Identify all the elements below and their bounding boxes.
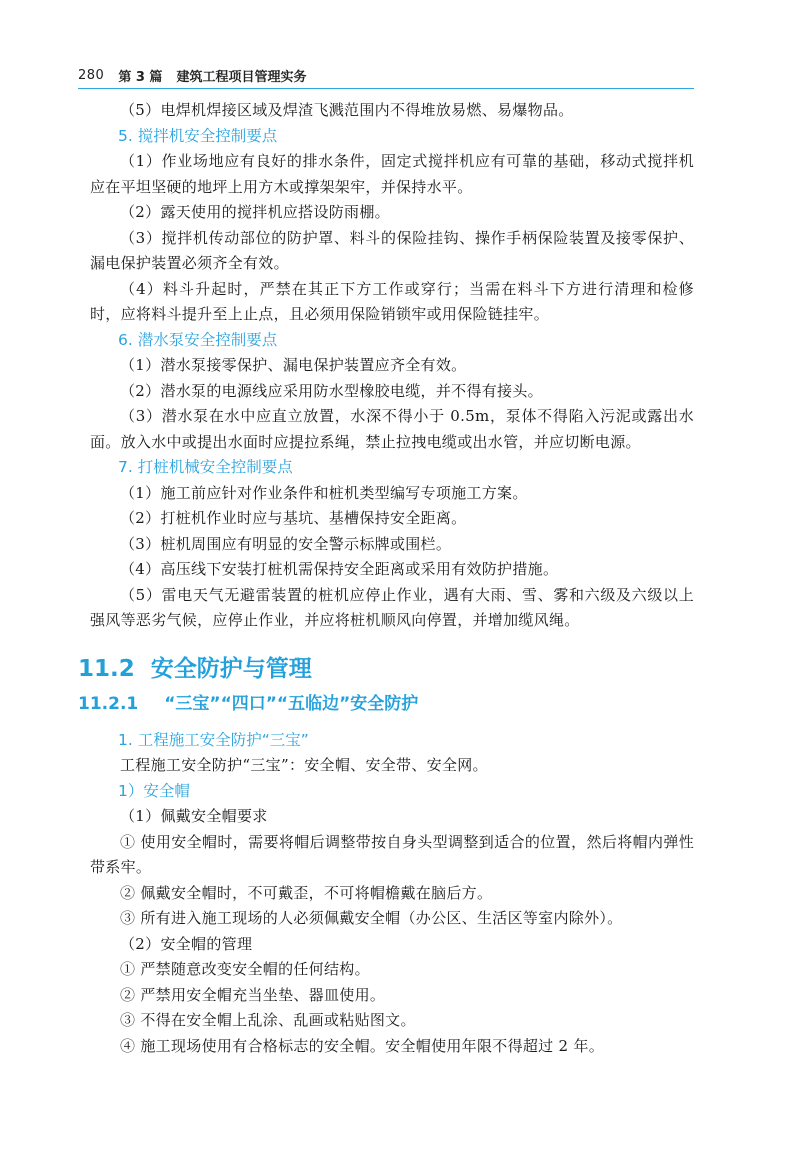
paragraph: 工程施工安全防护“三宝”：安全帽、安全带、安全网。 xyxy=(120,756,488,774)
paragraph: （4）高压线下安装打桩机需保持安全距离或采用有效防护措施。 xyxy=(120,560,559,578)
section-title: 安全防护与管理 xyxy=(150,655,312,682)
paragraph: ① 使用安全帽时，需要将帽后调整带按自身头型调整到适合的位置，然后将帽内弹性带系牢。 xyxy=(90,832,694,876)
paragraph: （2）露天使用的搅拌机应搭设防雨棚。 xyxy=(120,203,390,221)
paragraph: （3）潜水泵在水中应直立放置，水深不得小于 0.5m，泵体不得陷入污泥或露出水面。放入水中或提出水面时应提拉系绳，禁止拉拽电缆或出水管，并应切断电源。 xyxy=(90,407,694,451)
item-heading: 1）安全帽 xyxy=(118,781,190,800)
paragraph: ④ 施工现场使用有合格标志的安全帽。安全帽使用年限不得超过 2 年。 xyxy=(120,1036,605,1055)
paragraph: （3）搅拌机传动部位的防护罩、料斗的保险挂钩、操作手柄保险装置及接零保护、漏电保护装置必须齐全有效。 xyxy=(90,228,694,272)
paragraph: ② 佩戴安全帽时，不可戴歪，不可将帽檐戴在脑后方。 xyxy=(120,883,493,902)
paragraph: ③ 不得在安全帽上乱涂、乱画或粘贴图文。 xyxy=(120,1011,416,1029)
paragraph: （1）潜水泵接零保护、漏电保护装置应齐全有效。 xyxy=(120,356,467,374)
item-heading: 6. 潜水泵安全控制要点 xyxy=(118,330,278,349)
section-title: “三宝”“四口”“五临边”安全防护 xyxy=(164,693,419,714)
item-heading: 5. 搅拌机安全控制要点 xyxy=(118,126,278,145)
book-title: 建筑工程项目管理实务 xyxy=(176,69,307,85)
paragraph: （2）潜水泵的电源线应采用防水型橡胶电缆，并不得有接头。 xyxy=(120,381,543,400)
paragraph: （3）桩机周围应有明显的安全警示标牌或围栏。 xyxy=(120,534,452,553)
header-rule xyxy=(78,88,694,89)
paragraph: （2）打桩机作业时应与基坑、基槽保持安全距离。 xyxy=(120,509,467,527)
section-heading xyxy=(78,652,694,686)
paragraph: （1）作业场地应有良好的排水条件，固定式搅拌机应有可靠的基础，移动式搅拌机应在平坦坚硬的地坪上用方木或撑架架牢，并保持水平。 xyxy=(90,152,694,196)
paragraph: ③ 所有进入施工现场的人必须佩戴安全帽（办公区、生活区等室内除外）。 xyxy=(120,909,623,927)
page-number: 280 xyxy=(78,67,105,83)
paragraph: （5）电焊机焊接区域及焊渣飞溅范围内不得堆放易燃、易爆物品。 xyxy=(120,101,574,119)
page-body xyxy=(78,98,694,1059)
paragraph: （1）施工前应针对作业条件和桩机类型编写专项施工方案。 xyxy=(120,483,528,502)
section-number: 11.2 xyxy=(78,655,135,682)
section-number: 11.2.1 xyxy=(78,693,139,714)
running-header xyxy=(78,64,698,86)
subsection-heading xyxy=(78,690,694,718)
paragraph: （4）料斗升起时，严禁在其正下方工作或穿行；当需在料斗下方进行清理和检修时，应将料斗提升至上止点，且必须用保险销锁牢或用保险链挂牢。 xyxy=(90,279,694,323)
paragraph: （1）佩戴安全帽要求 xyxy=(120,807,268,825)
part-label: 第 3 篇 xyxy=(118,69,163,85)
paragraph: （5）雷电天气无避雷装置的桩机应停止作业，遇有大雨、雪、雾和六级及六级以上强风等恶劣气候，应停止作业，并应将桩机顺风向停置，并增加缆风绳。 xyxy=(90,585,694,629)
paragraph: ② 严禁用安全帽充当坐垫、器皿使用。 xyxy=(120,985,386,1004)
item-heading: 1. 工程施工安全防护“三宝” xyxy=(118,730,309,749)
paragraph: （2）安全帽的管理 xyxy=(120,934,253,953)
item-heading: 7. 打桩机械安全控制要点 xyxy=(118,458,293,476)
paragraph: ① 严禁随意改变安全帽的任何结构。 xyxy=(120,960,370,978)
